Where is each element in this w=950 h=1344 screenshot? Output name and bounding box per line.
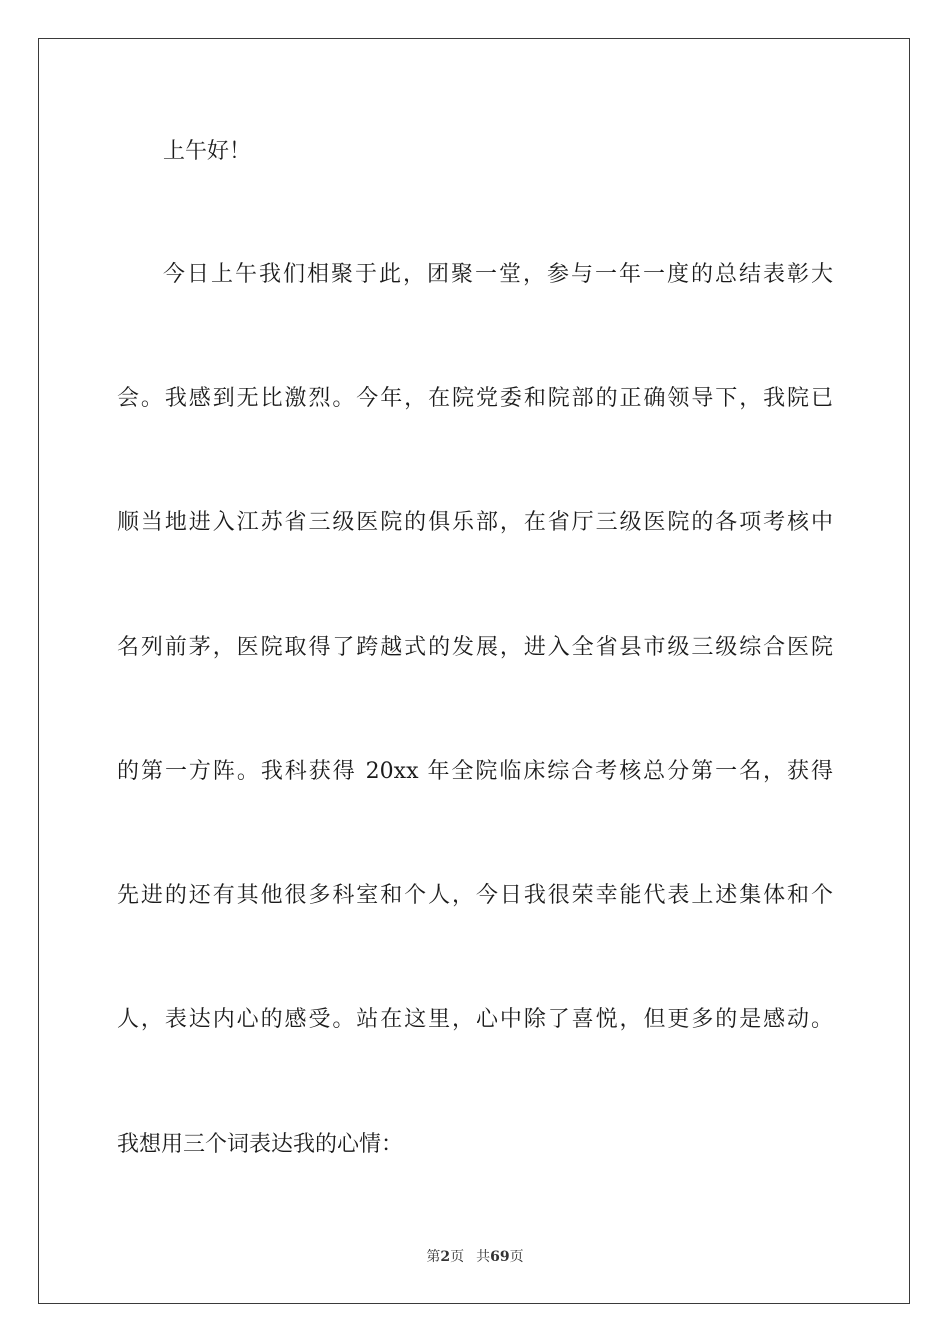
page-footer (0, 1248, 950, 1266)
paragraph-line-6: 先进的还有其他很多科室和个人，今日我很荣幸能代表上述集体和个 (117, 883, 833, 908)
paragraph-line-4: 名列前茅，医院取得了跨越式的发展，进入全省县市级三级综合医院 (117, 635, 833, 660)
paragraph-line-8: 我想用三个词表达我的心情： (117, 1132, 404, 1157)
paragraph-line-2: 会。我感到无比激烈。今年，在院党委和院部的正确领导下，我院已 (117, 386, 833, 411)
footer-page-suffix: 页 (450, 1249, 465, 1265)
footer-total-pages: 69 (490, 1249, 510, 1265)
greeting-line: 上午好！ (163, 139, 252, 164)
footer-page-prefix: 第 (426, 1249, 441, 1265)
page-border (38, 38, 910, 1304)
footer-total-suffix: 页 (509, 1249, 524, 1265)
paragraph-line-3: 顺当地进入江苏省三级医院的俱乐部，在省厅三级医院的各项考核中 (117, 510, 833, 535)
footer-total-prefix: 共 (476, 1249, 491, 1265)
paragraph-line-1: 今日上午我们相聚于此，团聚一堂，参与一年一度的总结表彰大 (163, 262, 833, 287)
footer-page-number: 2 (440, 1249, 451, 1265)
paragraph-line-7: 人，表达内心的感受。站在这里，心中除了喜悦，但更多的是感动。 (117, 1007, 833, 1032)
paragraph-line-5: 的第一方阵。我科获得 20xx 年全院临床综合考核总分第一名，获得 (117, 759, 833, 784)
